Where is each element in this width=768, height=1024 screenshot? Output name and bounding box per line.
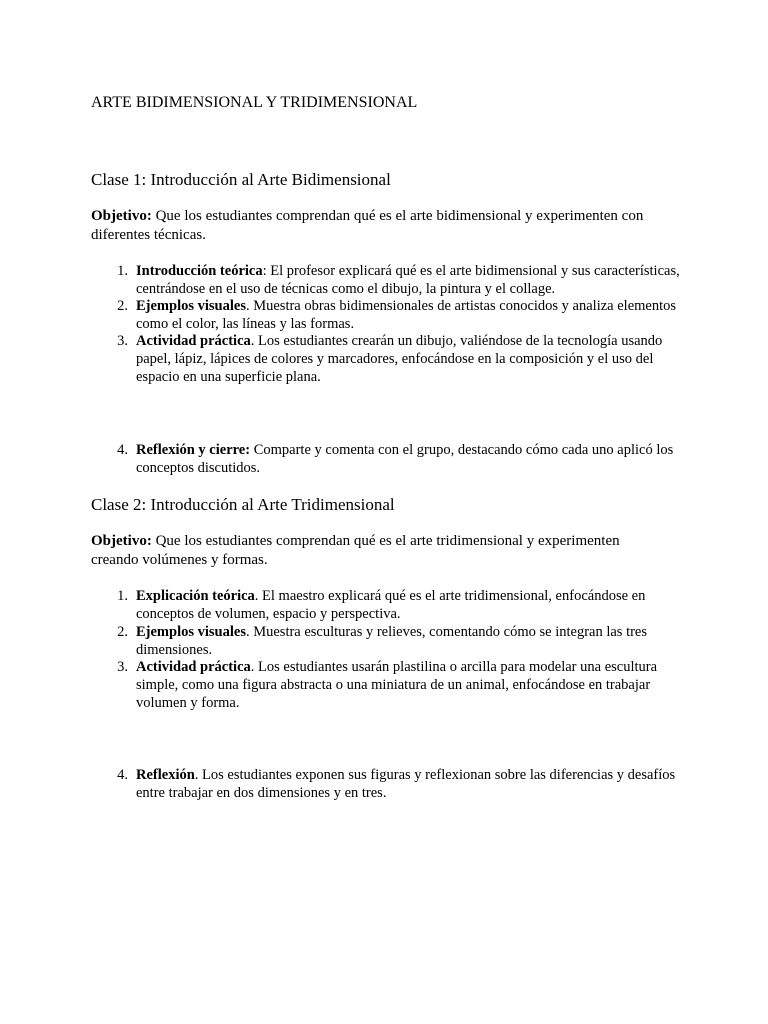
item-label: Introducción teórica — [136, 263, 263, 279]
class-1-item-1 — [110, 262, 680, 298]
class-2-item-3 — [110, 658, 680, 712]
class-1-item-4 — [110, 441, 680, 477]
class-1-item-3 — [110, 332, 680, 386]
item-text: . Muestra obras bidimensionales de artistas conocidos y analiza elementos como el color, las líneas y las formas. — [136, 298, 677, 332]
document-title: ARTE BIDIMENSIONAL Y TRIDIMENSIONAL — [91, 94, 418, 111]
item-number: 2. — [117, 624, 128, 640]
item-text: . Muestra esculturas y relieves, comentando cómo se integran las tres dimensiones. — [136, 624, 648, 658]
class-2-heading: Clase 2: Introducción al Arte Tridimensional — [91, 495, 395, 514]
objective-label: Objetivo: — [91, 533, 152, 549]
objective-text: Que los estudiantes comprendan qué es el arte bidimensional y experimenten con diferentes técnicas. — [91, 208, 644, 243]
item-number: 4. — [117, 442, 128, 458]
class-2-objective — [91, 532, 661, 570]
item-label: Ejemplos visuales — [136, 624, 246, 640]
item-number: 3. — [117, 659, 128, 675]
item-number: 2. — [117, 298, 128, 314]
item-text: Comparte y comenta con el grupo, destacando cómo cada uno aplicó los conceptos discutidos. — [136, 442, 674, 476]
item-label: Explicación teórica — [136, 588, 255, 604]
item-label: Ejemplos visuales — [136, 298, 246, 314]
item-text: . Los estudiantes usarán plastilina o arcilla para modelar una escultura simple, como una figura abstracta o una miniatura de un animal, enfocándose en trabajar volumen y forma. — [136, 659, 658, 711]
class-1-item-2 — [110, 297, 680, 333]
item-text: . Los estudiantes crearán un dibujo, valiéndose de la tecnología usando papel, lápiz, lápices de colores y marcadores, enfocándose en la composición y el uso del espacio en una superficie plana. — [136, 333, 663, 385]
item-label: Actividad práctica — [136, 659, 251, 675]
class-2-item-1 — [110, 587, 680, 623]
item-number: 1. — [117, 588, 128, 604]
item-text: : El profesor explicará qué es el arte bidimensional y sus características, centrándose en el uso de técnicas como el dibujo, la pintura y el collage. — [136, 263, 680, 297]
class-1-heading: Clase 1: Introducción al Arte Bidimensional — [91, 170, 391, 189]
item-number: 4. — [117, 767, 128, 783]
item-label: Reflexión y cierre: — [136, 442, 251, 458]
class-2-item-2 — [110, 623, 680, 659]
item-text: . Los estudiantes exponen sus figuras y reflexionan sobre las diferencias y desafíos entre trabajar en dos dimensiones y en tres. — [136, 767, 676, 801]
class-2-item-4 — [110, 766, 680, 802]
objective-label: Objetivo: — [91, 208, 152, 224]
item-text: . El maestro explicará qué es el arte tridimensional, enfocándose en conceptos de volumen, espacio y perspectiva. — [136, 588, 646, 622]
objective-text: Que los estudiantes comprendan qué es el arte tridimensional y experimenten creando volúmenes y formas. — [91, 533, 620, 568]
item-number: 3. — [117, 333, 128, 349]
class-1-objective — [91, 207, 661, 245]
item-label: Reflexión — [136, 767, 195, 783]
item-number: 1. — [117, 263, 128, 279]
item-label: Actividad práctica — [136, 333, 251, 349]
